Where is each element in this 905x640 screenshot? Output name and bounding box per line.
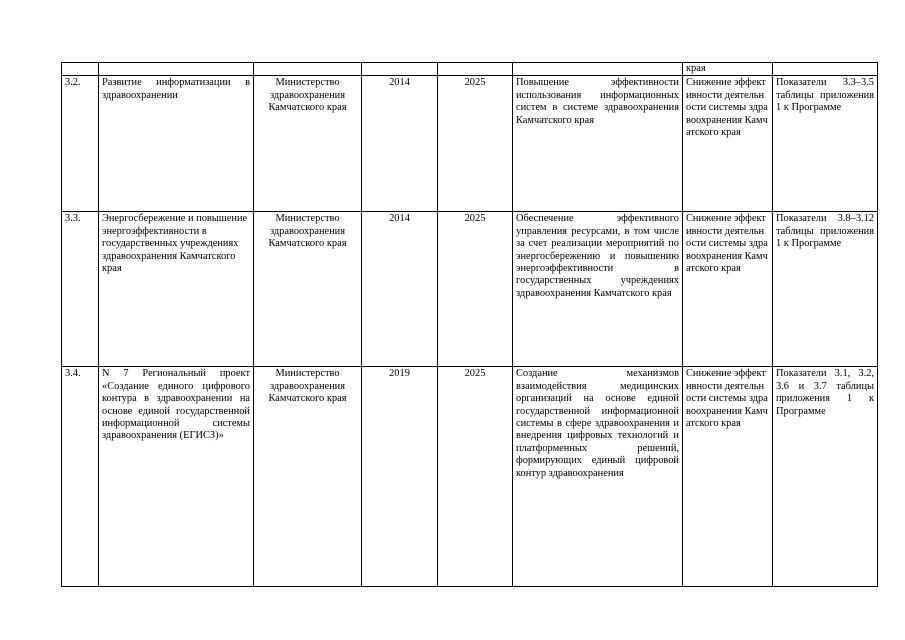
cell-indicators: Показатели 3.8–3.12 таблицы приложения 1 к Программе xyxy=(773,212,878,367)
cell-consequence: Снижение эффективности деятельности системы здравоохранения Камчатского края xyxy=(683,212,773,367)
cell-empty xyxy=(513,63,683,76)
cell-executor: Министерство здравоохранения Камчатского края xyxy=(254,212,362,367)
cell-number: 3.4. xyxy=(62,367,99,587)
cell-start-year: 2014 xyxy=(362,76,438,212)
cell-empty xyxy=(773,63,878,76)
table-row xyxy=(62,367,878,587)
cell-measure-name: N 7 Региональный проект «Создание единого цифрового контура в здравоохранении на основе единой государственной информационной системы здравоохранения (ЕГИСЗ)» xyxy=(99,367,254,587)
cell-measure-name: Развитие информатизации в здравоохранении xyxy=(99,76,254,212)
cell-consequence: Снижение эффективности деятельности системы здравоохранения Камчатского края xyxy=(683,76,773,212)
cell-executor: Министерство здравоохранения Камчатского края xyxy=(254,76,362,212)
cell-number: 3.3. xyxy=(62,212,99,367)
continued-row xyxy=(62,63,878,76)
cell-empty xyxy=(62,63,99,76)
cell-indicators: Показатели 3.3–3.5 таблицы приложения 1 к Программе xyxy=(773,76,878,212)
table-row xyxy=(62,212,878,367)
cell-expected-result: Создание механизмов взаимодействия медицинских организаций на основе единой государственной информационной системы в сфере здравоохранения и внедрения цифровых технологий и платформенных решений, формирующих единый цифровой контур здравоохранения xyxy=(513,367,683,587)
cell-empty xyxy=(438,63,513,76)
cell-empty xyxy=(254,63,362,76)
cell-consequence-tail: края xyxy=(683,63,773,76)
cell-consequence: Снижение эффективности деятельности системы здравоохранения Камчатского края xyxy=(683,367,773,587)
cell-executor: Министерство здравоохранения Камчатского края xyxy=(254,367,362,587)
cell-end-year: 2025 xyxy=(438,212,513,367)
table-row xyxy=(62,76,878,212)
cell-indicators: Показатели 3.1, 3.2, 3.6 и 3.7 таблицы приложения 1 к Программе xyxy=(773,367,878,587)
cell-start-year: 2019 xyxy=(362,367,438,587)
cell-end-year: 2025 xyxy=(438,76,513,212)
cell-number: 3.2. xyxy=(62,76,99,212)
cell-start-year: 2014 xyxy=(362,212,438,367)
cell-end-year: 2025 xyxy=(438,367,513,587)
cell-expected-result: Обеспечение эффективного управления ресурсами, в том числе за счет реализации мероприятий по энергосбережению и повышению энергоэффективности в государственных учреждениях здравоохранения Камчатского края xyxy=(513,212,683,367)
measures-table xyxy=(61,62,878,587)
cell-expected-result: Повышение эффективности использования информационных систем в системе здравоохранения Камчатского края xyxy=(513,76,683,212)
cell-empty xyxy=(362,63,438,76)
cell-empty xyxy=(99,63,254,76)
cell-measure-name: Энергосбережение и повышение энергоэффективности в государственных учреждениях здравоохранения Камчатского края xyxy=(99,212,254,367)
